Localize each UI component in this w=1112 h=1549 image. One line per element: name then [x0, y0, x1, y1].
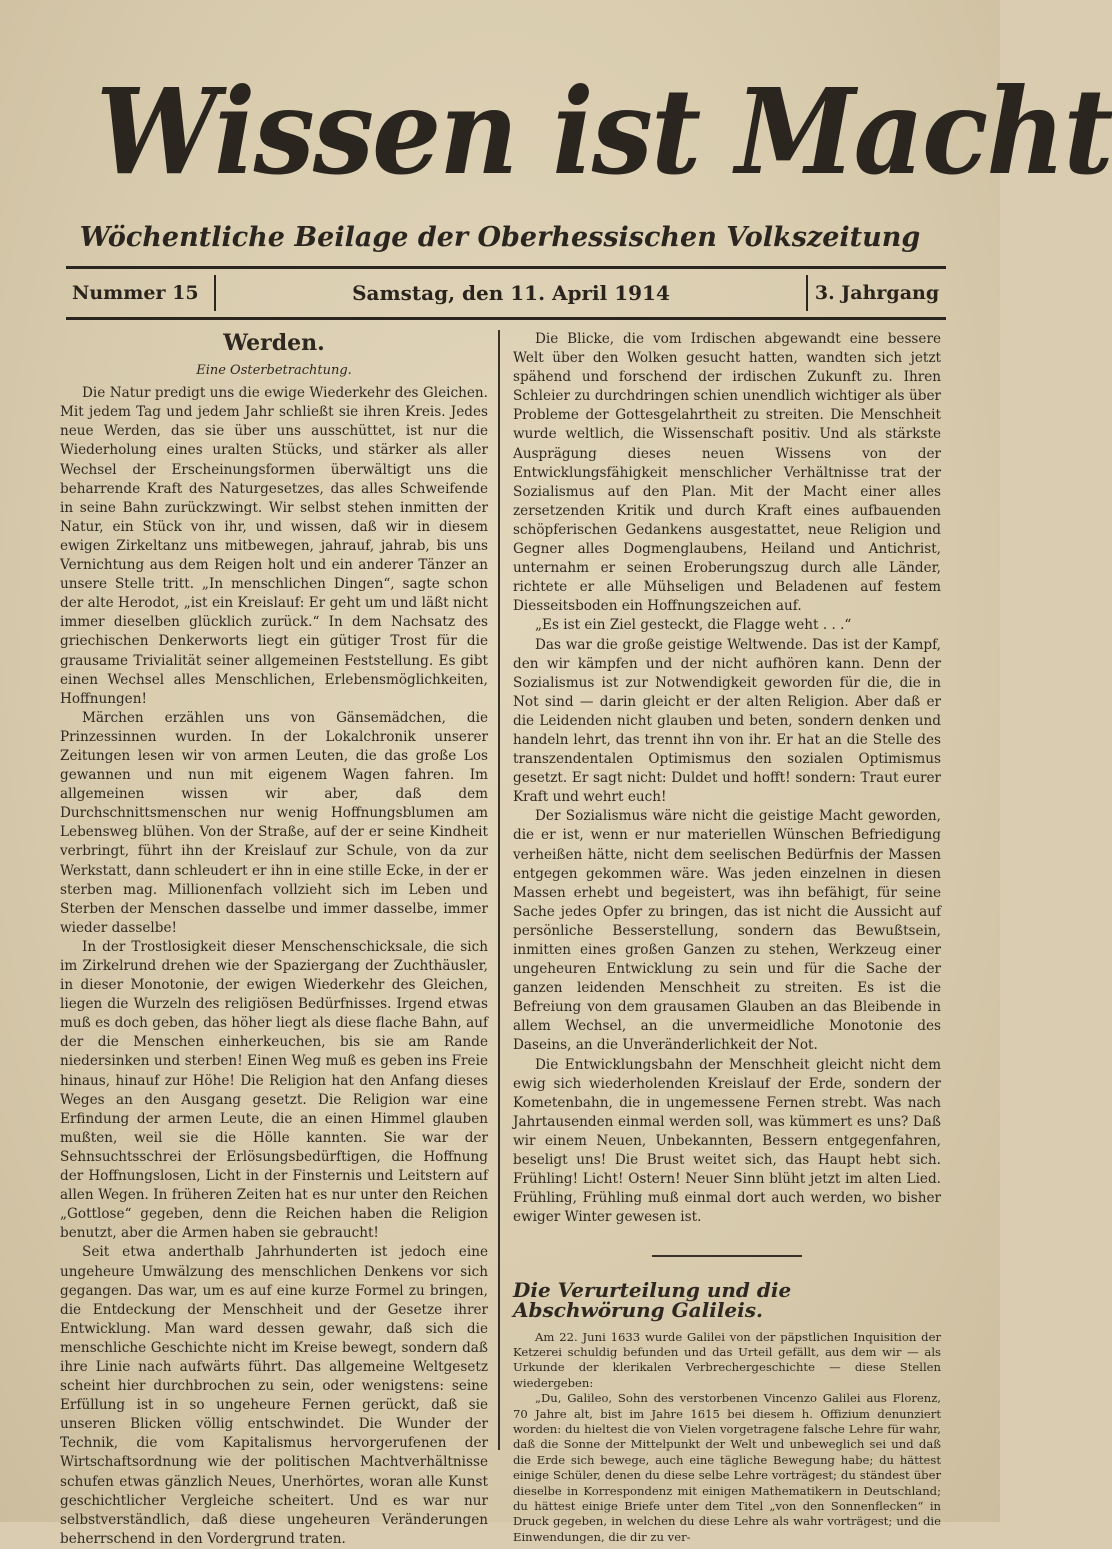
- issue-number: Nummer 15: [72, 282, 199, 304]
- article-title: Die Verurteilung und die Abschwörung Galileis.: [513, 1278, 792, 1322]
- article-paragraph: „Du, Galileo, Sohn des verstorbenen Vincenzo Galilei aus Florenz, 70 Jahre alt, bist im Jahre 1615 bei diesem h. Offizium denunziert worden: du hieltest die von Vielen vorgetragene falsche Lehre für wahr, daß die Sonne der Mittelpunkt der Welt und unbeweglich sei und daß die Erde sich bewege, auch eine tägliche Bewegung habe; du hättest einige Schüler, denen du diese selbe Lehre vorträgest; du ständest über dieselbe in Korrespondenz mit einigen Mathematikern in Deutschland; du hättest einige Briefe unter dem Titel „von den Sonnenflecken“ in Druck gegeben, in welchen du diese Lehre als wahr vorträgest; und die Einwendungen, die dir zu ver-: [513, 1391, 941, 1544]
- issue-date: Samstag, den 11. April 1914: [352, 281, 670, 305]
- article-paragraph: Seit etwa anderthalb Jahrhunderten ist jedoch eine ungeheure Umwälzung des menschlichen Denkens vor sich gegangen. Das war, um es auf eine kurze Formel zu bringen, die Entdeckung der Menschheit und der Gesetze ihrer Entwicklung. Man ward dessen gewahr, daß sich die menschliche Geschichte nicht im Kreise bewegt, sondern daß ihre Linie nach aufwärts führt. Das allgemeine Weltgesetz scheint hier durchbrochen zu sein, oder wenigstens: seine Erfüllung ist in so ungeheure Fernen gerückt, daß sie unseren Blicken völlig entschwindet. Die Wunder der Technik, die vom Kapitalismus hervorgerufenen der Wirtschaftsordnung wie der politischen Machtverhältnisse schufen etwas gänzlich Neues, Unerhörtes, woran alle Kunst geschichtlicher Vergleiche scheitert. Und es war nur selbstverständlich, daß diese ungeheuren Veränderungen beherrschend in den Vordergrund traten.: [60, 1244, 488, 1547]
- column-right: [513, 330, 941, 1545]
- column-left: [60, 330, 488, 1549]
- issue-info-bar: [66, 266, 946, 320]
- article-paragraph: Märchen erzählen uns von Gänsemädchen, die Prinzessinnen wurden. In der Lokalchronik unserer Zeitungen lesen wir von armen Leuten, die das große Los gewannen und nun mit eigenem Wagen fahren. Im allgemeinen wissen wir aber, daß dem Durchschnittsmenschen nur wenig Hoffnungsblumen am Lebensweg blühen. Von der Straße, auf der er seine Kindheit verbringt, führt ihn der Kreislauf zur Schule, von da zur Werkstatt, dann schleudert er ihn in eine stille Ecke, in der er sterben mag. Millionenfach vollzieht sich im Leben und Sterben der Menschen dasselbe und immer dasselbe, immer wieder dasselbe!: [60, 709, 488, 936]
- column-divider: [498, 330, 500, 1450]
- masthead-subtitle: Wöchentliche Beilage der Oberhessischen Volkszeitung: [79, 222, 921, 253]
- issue-volume: 3. Jahrgang: [814, 282, 940, 304]
- masthead-title: Wissen ist Macht: [96, 62, 1112, 201]
- article-paragraph: Die Natur predigt uns die ewige Wiederkehr des Gleichen. Mit jedem Tag und jedem Jahr schließt sie ihren Kreis. Jedes neue Werden, das sie über uns ausschüttet, ist nur die Wiederholung eines uralten Stücks, und stärker als aller Wechsel der Erscheinungsformen überwältigt uns die beharrende Kraft des Naturgesetzes, das alles Schweifende in seine Bahn zurückzwingt. Wir selbst stehen inmitten der Natur, ein Stück von ihr, und wissen, daß wir in diesem ewigen Zirkeltanz uns mitbewegen, jahrauf, jahrab, bis uns Vernichtung aus dem Reigen holt und ein anderer Tänzer an unsere Stelle tritt. „In menschlichen Dingen“, sagte schon der alte Herodot, „ist ein Kreislauf: Er geht um und läßt nicht immer dieselben glücklich zurück.“ In dem Nachsatz des griechischen Denkerworts liegt ein gütiger Trost für die grausame Trivialität seiner allgemeinen Feststellung. Es gibt einen Wechsel alles Menschlichen, Erlebensmöglichkeiten, Hoffnungen!: [60, 385, 488, 707]
- article-paragraph: „Es ist ein Ziel gesteckt, die Flagge weht . . .“: [535, 617, 852, 634]
- article-kicker: Eine Osterbetrachtung.: [196, 363, 352, 379]
- article-paragraph: In der Trostlosigkeit dieser Menschenschicksale, die sich im Zirkelrund drehen wie der Spaziergang der Zuchthäusler, in dieser Monotonie, der ewigen Wiederkehr des Gleichen, liegen die Wurzeln des religiösen Bedürfnisses. Irgend etwas muß es doch geben, das höher liegt als diese flache Bahn, auf der die Menschen einherkeuchen, bis sie am Rande niedersinken und sterben! Einen Weg muß es geben ins Freie hinaus, hinauf zur Höhe! Die Religion hat den Anfang dieses Weges an den Ausgang gesetzt. Die Religion war eine Erfindung der armen Leute, die an einen Himmel glauben mußten, weil sie die Hölle kannten. Sie war der Sehnsuchtsschrei der Erlösungsbedürftigen, die Hoffnung der Hoffnungslosen, Licht in der Finsternis und Leitstern auf allen Wegen. In früheren Zeiten hat es nur unter den Reichen „Gottlose“ gegeben, denn die Reichen haben die Religion benutzt, aber die Armen haben sie gebraucht!: [60, 938, 488, 1242]
- article-paragraph: Am 22. Juni 1633 wurde Galilei von der päpstlichen Inquisition der Ketzerei schuldig befunden und das Urteil gefällt, aus dem wir — als Urkunde der klerikalen Verbrechergeschichte — diese Stellen wiedergeben:: [513, 1329, 941, 1390]
- article-paragraph: Der Sozialismus wäre nicht die geistige Macht geworden, die er ist, wenn er nur materiellen Wünschen Befriedigung verheißen hätte, nicht dem seelischen Bedürfnis der Massen entgegen gekommen wäre. Was jeden einzelnen in diesen Massen erhebt und begeistert, was ihn befähigt, für seine Sache jedes Opfer zu bringen, das ist nicht die Aussicht auf persönliche Besserstellung, sondern das Bewußtsein, inmitten eines großen Ganzen zu stehen, Werkzeug einer ungeheuren Entwicklung zu sein und für die Sache der ganzen leidenden Menschheit zu streiten. Es ist die Befreiung von dem grausamen Glauben an das Bleibende in allem Wechsel, an die unvermeidliche Monotonie des Daseins, an die Unveränderlichkeit der Not.: [513, 808, 941, 1054]
- article-paragraph: Das war die große geistige Weltwende. Das ist der Kampf, den wir kämpfen und der nicht aufhören kann. Denn der Sozialismus ist zur Notwendigkeit geworden für die, die in Not sind — darin gleicht er der alten Religion. Aber daß er die Leidenden nicht glauben und beten, sondern denken und handeln lehrt, das trennt ihn von ihr. Er hat an die Stelle des transzendentalen Optimismus den sozialen Optimismus gesetzt. Er sagt nicht: Duldet und hofft! sondern: Traut eurer Kraft und wehrt euch!: [513, 636, 941, 806]
- section-divider: [652, 1255, 802, 1257]
- article-title: Werden.: [223, 330, 325, 356]
- article-paragraph: Die Entwicklungsbahn der Menschheit gleicht nicht dem ewig sich wiederholenden Kreislauf der Erde, sondern der Kometenbahn, die in ungemessene Fernen strebt. Was nach Jahrtausenden einmal werden soll, was kümmert es uns? Daß wir einem Neuen, Unbekannten, Bessern entgegenfahren, beseligt uns! Die Brust weitet sich, das Haupt hebt sich. Frühling! Licht! Ostern! Neuer Sinn blüht jetzt im alten Lied. Frühling, Frühling muß einmal dort auch werden, wo bisher ewiger Winter gewesen ist.: [513, 1056, 941, 1226]
- article-paragraph: Die Blicke, die vom Irdischen abgewandt eine bessere Welt über den Wolken gesucht hatten, wandten sich jetzt spähend und forschend der irdischen Zukunft zu. Ihren Schleier zu durchdringen schien unendlich wichtiger als über Probleme der Gottesgelahrtheit zu streiten. Die Menschheit wurde weltlich, die Wissenschaft positiv. Und als stärkste Ausprägung dieses neuen Wissens von der Entwicklungsfähigkeit menschlicher Verhältnisse trat der Sozialismus auf den Plan. Mit der Macht einer alles zersetzenden Kritik und durch Kraft eines aufbauenden schöpferischen Gedankens ausgestattet, neue Religion und Gegner alles Dogmenglaubens, Heiland und Antichrist, unternahm er seinen Eroberungszug durch alle Länder, richtete er alle Mühseligen und Beladenen auf festem Diesseitsboden ein Hoffnungszeichen auf.: [513, 331, 941, 615]
- masthead: [60, 62, 1112, 202]
